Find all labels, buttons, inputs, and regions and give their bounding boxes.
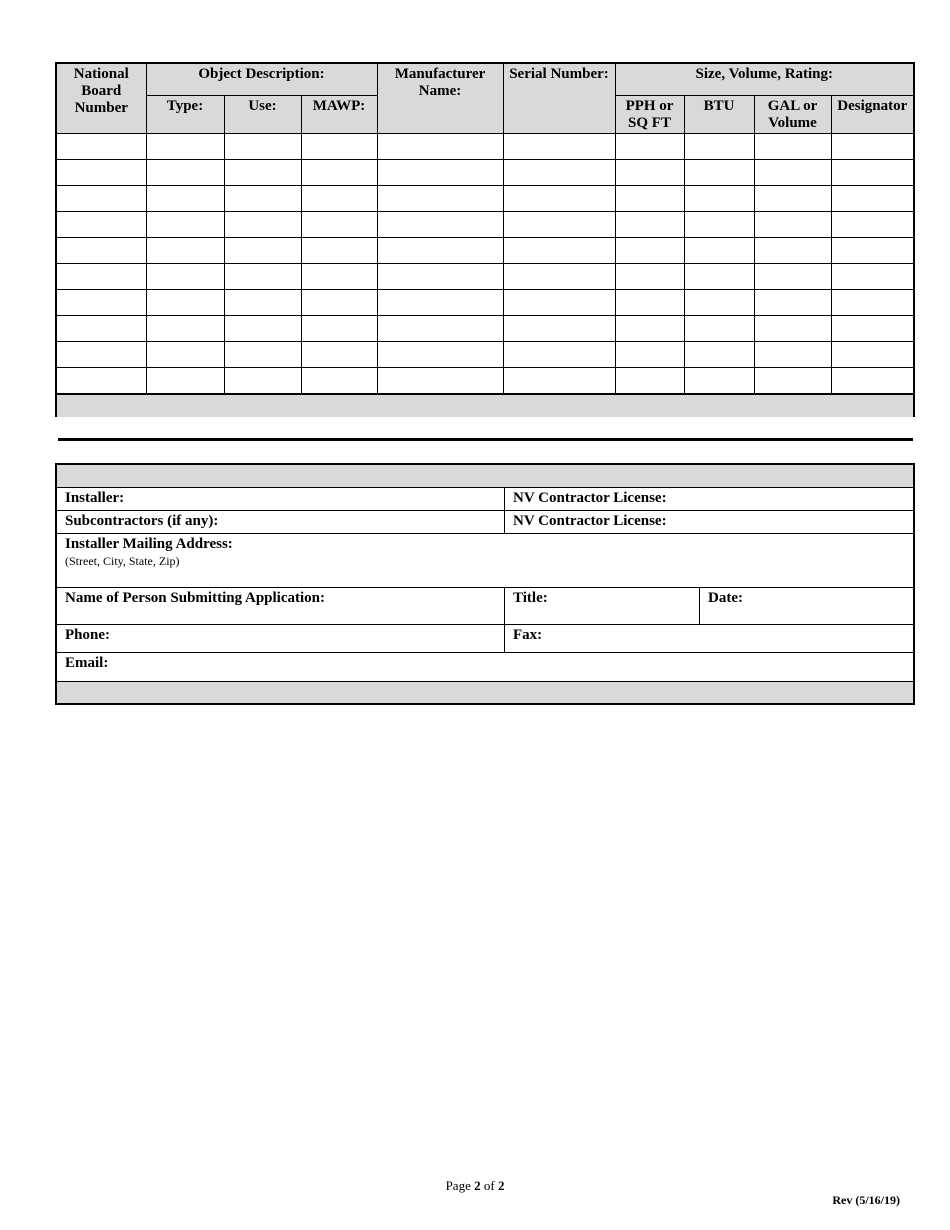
table-cell[interactable] — [57, 341, 146, 367]
table-cell[interactable] — [503, 133, 615, 159]
table-cell[interactable] — [377, 237, 503, 263]
table-cell[interactable] — [301, 159, 377, 185]
date-field[interactable] — [699, 588, 913, 624]
table-cell[interactable] — [57, 211, 146, 237]
table-cell[interactable] — [754, 289, 831, 315]
subcontractors-label: Subcontractors (if any): — [65, 513, 219, 529]
phone-field[interactable] — [57, 625, 504, 652]
table-cell[interactable] — [684, 185, 754, 211]
table-cell[interactable] — [146, 367, 224, 393]
table-cell[interactable] — [146, 211, 224, 237]
table-cell[interactable] — [615, 211, 684, 237]
table-row — [57, 367, 913, 393]
table-row — [57, 289, 913, 315]
table-cell[interactable] — [301, 211, 377, 237]
table-cell[interactable] — [377, 289, 503, 315]
table-cell[interactable] — [503, 289, 615, 315]
table-cell[interactable] — [503, 315, 615, 341]
mailing-address-row — [57, 534, 913, 588]
table-cell[interactable] — [57, 367, 146, 393]
table-cell[interactable] — [146, 159, 224, 185]
page-prefix: Page — [445, 1178, 471, 1193]
table-cell[interactable] — [57, 289, 146, 315]
table-cell[interactable] — [224, 289, 301, 315]
table-cell[interactable] — [301, 315, 377, 341]
table-cell[interactable] — [301, 237, 377, 263]
table-cell[interactable] — [57, 315, 146, 341]
table-cell[interactable] — [754, 237, 831, 263]
table-cell[interactable] — [684, 211, 754, 237]
header-serial-number: Serial Number: — [503, 64, 615, 133]
table-cell[interactable] — [377, 315, 503, 341]
page-of: of — [483, 1178, 495, 1193]
phone-fax-row — [57, 625, 913, 653]
table-cell[interactable] — [684, 315, 754, 341]
subcontractors-field[interactable] — [57, 511, 504, 533]
table-cell[interactable] — [831, 159, 913, 185]
table-cell[interactable] — [831, 237, 913, 263]
table-cell[interactable] — [301, 289, 377, 315]
installer-header-bar — [57, 465, 913, 488]
table-cell[interactable] — [224, 211, 301, 237]
title-field[interactable] — [504, 588, 699, 624]
table-cell[interactable] — [224, 185, 301, 211]
table-cell[interactable] — [377, 341, 503, 367]
table-cell[interactable] — [615, 185, 684, 211]
table-cell[interactable] — [615, 289, 684, 315]
table-row — [57, 237, 913, 263]
table-cell[interactable] — [146, 315, 224, 341]
table-cell[interactable] — [615, 263, 684, 289]
table-cell[interactable] — [754, 341, 831, 367]
table-cell[interactable] — [754, 185, 831, 211]
table-cell[interactable] — [831, 133, 913, 159]
equipment-table — [55, 62, 915, 417]
table-cell[interactable] — [831, 211, 913, 237]
installer-section — [55, 463, 915, 705]
table-cell[interactable] — [377, 159, 503, 185]
table-cell[interactable] — [57, 185, 146, 211]
email-field[interactable] — [57, 653, 913, 681]
table-cell[interactable] — [224, 237, 301, 263]
table-cell[interactable] — [301, 263, 377, 289]
mailing-address-hint: (Street, City, State, Zip) — [65, 554, 180, 568]
mailing-address-field[interactable] — [57, 534, 913, 587]
table-cell[interactable] — [615, 237, 684, 263]
date-label: Date: — [708, 590, 743, 606]
submitter-name-field[interactable] — [57, 588, 504, 624]
nv-license-field-1[interactable] — [504, 488, 913, 510]
revision-label: Rev (5/16/19) — [832, 1193, 900, 1207]
table-cell[interactable] — [377, 367, 503, 393]
table-cell[interactable] — [503, 211, 615, 237]
header-manufacturer-name: Manufacturer Name: — [377, 64, 503, 133]
table-cell[interactable] — [377, 263, 503, 289]
subcontractor-row — [57, 511, 913, 534]
table-row — [57, 159, 913, 185]
email-label: Email: — [65, 655, 109, 671]
table-cell[interactable] — [684, 289, 754, 315]
table-row — [57, 133, 913, 159]
table-cell[interactable] — [146, 289, 224, 315]
table-cell[interactable] — [754, 159, 831, 185]
header-pph-sqft: PPH or SQ FT — [615, 95, 684, 133]
table-cell[interactable] — [301, 133, 377, 159]
table-cell[interactable] — [684, 367, 754, 393]
table-cell[interactable] — [754, 211, 831, 237]
table-cell[interactable] — [754, 263, 831, 289]
table-cell[interactable] — [377, 211, 503, 237]
table-row — [57, 185, 913, 211]
table-cell[interactable] — [224, 315, 301, 341]
table-cell[interactable] — [503, 185, 615, 211]
fax-label: Fax: — [513, 627, 543, 643]
table-cell[interactable] — [831, 341, 913, 367]
table-cell[interactable] — [503, 341, 615, 367]
table-cell[interactable] — [146, 237, 224, 263]
table-cell[interactable] — [301, 185, 377, 211]
submitter-name-label: Name of Person Submitting Application: — [65, 590, 326, 606]
table-cell[interactable] — [224, 133, 301, 159]
table-row — [57, 315, 913, 341]
nv-license-field-2[interactable] — [504, 511, 913, 533]
table-cell[interactable] — [224, 367, 301, 393]
fax-field[interactable] — [504, 625, 913, 652]
header-mawp: MAWP: — [301, 95, 377, 133]
email-row — [57, 653, 913, 682]
header-use: Use: — [224, 95, 301, 133]
table-cell[interactable] — [831, 263, 913, 289]
table-cell[interactable] — [615, 315, 684, 341]
table-row — [57, 263, 913, 289]
table-cell[interactable] — [615, 133, 684, 159]
table-cell[interactable] — [684, 133, 754, 159]
installer-field[interactable] — [57, 488, 504, 510]
table-cell[interactable] — [615, 367, 684, 393]
header-designator: Designator — [831, 95, 913, 133]
section-divider — [58, 438, 913, 441]
page-total: 2 — [497, 1178, 505, 1193]
table-cell[interactable] — [57, 237, 146, 263]
header-national-board-number: National Board Number — [57, 64, 146, 133]
nv-license-label-1: NV Contractor License: — [513, 490, 667, 506]
mailing-address-label: Installer Mailing Address: — [65, 536, 233, 552]
header-btu: BTU — [684, 95, 754, 133]
table-cell[interactable] — [754, 133, 831, 159]
table-cell[interactable] — [57, 133, 146, 159]
table-cell[interactable] — [831, 185, 913, 211]
table-cell[interactable] — [503, 159, 615, 185]
page-current: 2 — [474, 1178, 481, 1193]
table-cell[interactable] — [224, 341, 301, 367]
table-row — [57, 341, 913, 367]
table-cell[interactable] — [301, 341, 377, 367]
table-cell[interactable] — [684, 237, 754, 263]
table-cell[interactable] — [377, 133, 503, 159]
header-object-description: Object Description: — [146, 64, 377, 95]
table-cell[interactable] — [57, 263, 146, 289]
header-type: Type: — [146, 95, 224, 133]
table-cell[interactable] — [377, 185, 503, 211]
table-cell[interactable] — [146, 341, 224, 367]
table-cell[interactable] — [301, 367, 377, 393]
title-label: Title: — [513, 590, 548, 606]
table-cell[interactable] — [684, 341, 754, 367]
table-cell[interactable] — [754, 315, 831, 341]
table-cell[interactable] — [754, 367, 831, 393]
table-cell[interactable] — [146, 133, 224, 159]
submitter-row — [57, 588, 913, 625]
installer-row — [57, 488, 913, 511]
phone-label: Phone: — [65, 627, 110, 643]
nv-license-label-2: NV Contractor License: — [513, 513, 667, 529]
page-number — [0, 1178, 950, 1194]
table-cell[interactable] — [224, 263, 301, 289]
table-cell[interactable] — [831, 315, 913, 341]
table-cell[interactable] — [224, 159, 301, 185]
table-cell[interactable] — [684, 263, 754, 289]
table-cell[interactable] — [146, 263, 224, 289]
table-footer-bar — [57, 394, 913, 417]
table-row — [57, 211, 913, 237]
table-cell[interactable] — [57, 159, 146, 185]
table-cell[interactable] — [503, 263, 615, 289]
installer-label: Installer: — [65, 490, 125, 506]
table-cell[interactable] — [615, 341, 684, 367]
table-cell[interactable] — [503, 367, 615, 393]
header-gal-volume: GAL or Volume — [754, 95, 831, 133]
table-cell[interactable] — [615, 159, 684, 185]
table-cell[interactable] — [831, 289, 913, 315]
table-cell[interactable] — [503, 237, 615, 263]
header-size-volume-rating: Size, Volume, Rating: — [615, 64, 913, 95]
table-cell[interactable] — [146, 185, 224, 211]
installer-footer-bar — [57, 682, 913, 703]
table-cell[interactable] — [831, 367, 913, 393]
table-cell[interactable] — [684, 159, 754, 185]
